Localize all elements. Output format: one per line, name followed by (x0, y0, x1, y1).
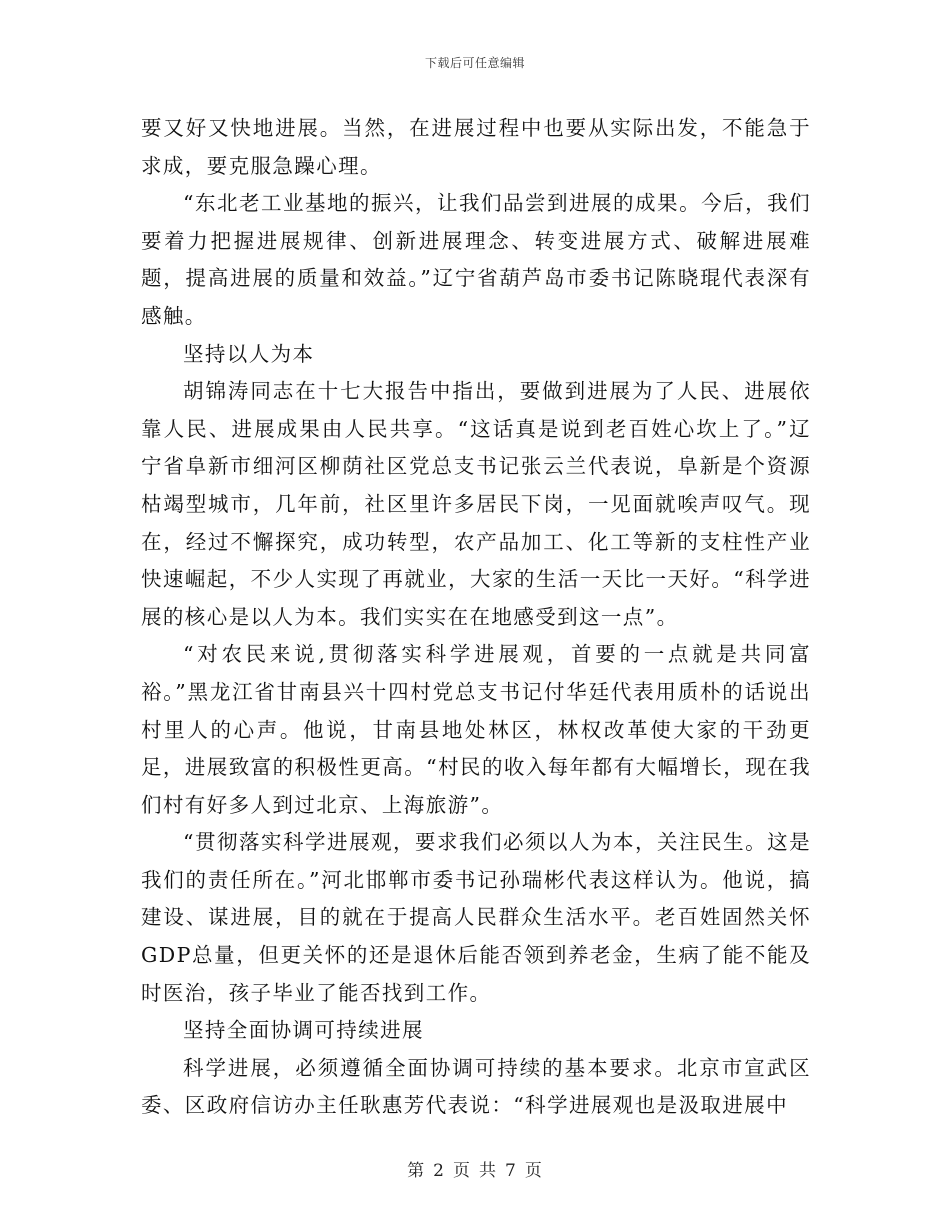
document-body (141, 110, 811, 1125)
paragraph: 胡锦涛同志在十七大报告中指出，要做到进展为了人民、进展依靠人民、进展成果由人民共享。“这话真是说到老百姓心坎上了。”辽宁省阜新市细河区柳荫社区党总支书记张云兰代表说，阜新是个资源枯竭型城市，几年前，社区里许多居民下岗，一见面就唉声叹气。现在，经过不懈探究，成功转型，农产品加工、化工等新的支柱性产业快速崛起，不少人实现了再就业，大家的生活一天比一天好。“科学进展的核心是以人为本。我们实实在在地感受到这一点”。 (141, 379, 811, 629)
paragraph: “对农民来说,贯彻落实科学进展观，首要的一点就是共同富裕。”黑龙江省甘南县兴十四村党总支书记付华廷代表用质朴的话说出村里人的心声。他说，甘南县地处林区，林权改革使大家的干劲更足，进展致富的积极性更高。“村民的收入每年都有大幅增长，现在我们村有好多人到过北京、上海旅游”。 (141, 642, 811, 817)
paragraph: 要又好又快地进展。当然，在进展过程中也要从实际出发，不能急于求成，要克服急躁心理。 (141, 116, 811, 178)
page-unit-label: 页 (453, 1161, 471, 1181)
paragraph: 科学进展，必须遵循全面协调可持续的基本要求。北京市宣武区委、区政府信访办主任耿惠芳代表说：“科学进展观也是汲取进展中 (141, 1055, 811, 1118)
section-heading: 坚持以人为本 (183, 341, 315, 366)
section-heading: 坚持全面协调可持续进展 (183, 1018, 424, 1043)
total-unit-label: 页 (524, 1161, 543, 1181)
total-label: 共 (479, 1161, 497, 1181)
page-footer (0, 1156, 950, 1181)
page-label: 第 (407, 1161, 426, 1181)
paragraph: “东北老工业基地的振兴，让我们品尝到进展的成果。今后，我们要着力把握进展规律、创新进展理念、转变进展方式、破解进展难题，提高进展的质量和效益。”辽宁省葫芦岛市委书记陈晓琨代表深有感触。 (141, 191, 811, 328)
page-header-note: 下载后可任意编辑 (424, 56, 525, 70)
current-page-number: 2 (433, 1161, 445, 1181)
total-pages-number: 7 (505, 1161, 517, 1181)
paragraph: “贯彻落实科学进展观，要求我们必须以人为本，关注民生。这是我们的责任所在。”河北邯郸市委书记孙瑞彬代表这样认为。他说，搞建设、谋进展，目的就在于提高人民群众生活水平。老百姓固然关怀GDP总量，但更关怀的还是退休后能否领到养老金，生病了能不能及时医治，孩子毕业了能否找到工作。 (141, 830, 811, 1005)
